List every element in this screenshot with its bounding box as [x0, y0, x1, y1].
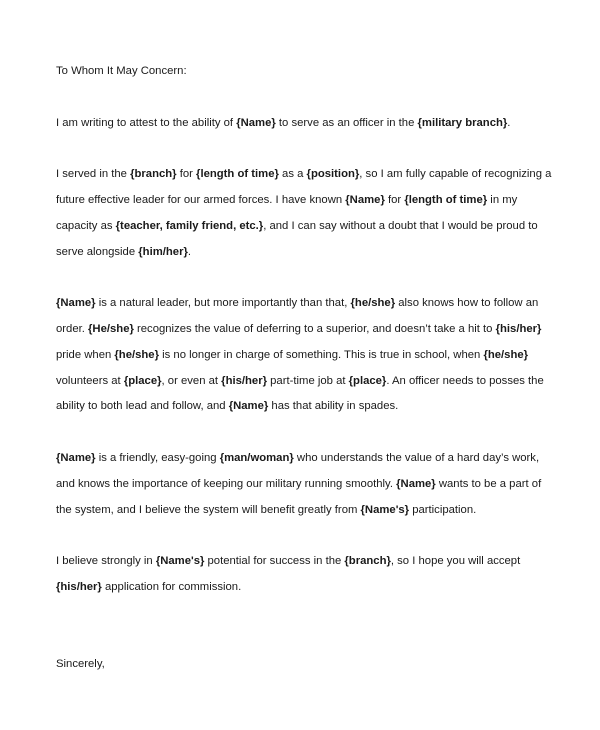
paragraph-3-line-5: [56, 399, 556, 425]
placeholder-field: {length of time}: [404, 193, 488, 206]
placeholder-field: {place}: [348, 374, 387, 387]
text-run: to serve as an officer in the: [275, 116, 418, 129]
text-run: pride when: [56, 348, 115, 361]
text-run: is a friendly, easy-going: [95, 451, 220, 464]
paragraph-4-line-3: [56, 503, 556, 529]
placeholder-field: {military branch}: [417, 116, 508, 129]
paragraph-3-line-4: [56, 374, 556, 400]
text-run: has that ability in spades.: [268, 400, 399, 413]
text-run: capacity as: [56, 219, 116, 232]
paragraph-5-line-2: [56, 580, 556, 606]
placeholder-field: {Name}: [396, 477, 436, 490]
text-run: is a natural leader, but more importantly than that,: [95, 297, 351, 310]
paragraph-gap: [56, 632, 556, 658]
placeholder-field: {he/she}: [350, 297, 396, 310]
placeholder-field: {Name}: [228, 400, 269, 413]
placeholder-field: {he/she}: [483, 348, 529, 361]
text-run: future effective leader for our armed forces. I have known: [56, 193, 346, 206]
placeholder-field: {He/she}: [88, 322, 134, 335]
paragraph-4-line-1: [56, 451, 556, 477]
text-run: , or even at: [161, 374, 222, 387]
paragraph-gap: [56, 141, 556, 167]
text-run: volunteers at: [56, 374, 124, 387]
placeholder-field: {his/her}: [56, 580, 102, 593]
placeholder-field: {man/woman}: [219, 451, 294, 464]
text-run: . An officer needs to posses the: [386, 374, 544, 387]
text-run: I am writing to attest to the ability of: [56, 116, 237, 129]
text-run: for: [384, 193, 405, 206]
paragraph-3-line-3: [56, 348, 556, 374]
text-run: serve alongside: [56, 245, 139, 258]
text-run: part-time job at: [267, 374, 349, 387]
paragraph-2-line-3: [56, 219, 556, 245]
salutation: To Whom It May Concern:: [56, 65, 187, 77]
text-run: , and I can say without a doubt that I would be proud to: [263, 219, 538, 232]
text-run: in my: [487, 193, 518, 206]
placeholder-field: {he/she}: [114, 348, 159, 361]
text-run: participation.: [409, 503, 477, 516]
paragraph-2-line-2: [56, 193, 556, 219]
paragraph-gap: [56, 528, 556, 554]
placeholder-field: {Name}: [56, 451, 96, 464]
text-run: .: [507, 116, 511, 129]
letter-body: [56, 64, 556, 683]
text-run: I believe strongly in: [56, 555, 156, 568]
paragraph-gap: [56, 606, 556, 632]
placeholder-field: {position}: [306, 168, 360, 181]
text-run: and knows the importance of keeping our military running smoothly.: [56, 477, 397, 490]
text-run: application for commission.: [101, 580, 242, 593]
paragraph-3-line-2: [56, 322, 556, 348]
text-run: order.: [56, 322, 89, 335]
text-run: is no longer in charge of something. This is true in school, when: [159, 348, 484, 361]
paragraph-gap: [56, 425, 556, 451]
text-run: also knows how to follow an: [395, 297, 539, 310]
paragraph-2-line-4: [56, 245, 556, 271]
placeholder-field: {branch}: [344, 555, 391, 568]
text-run: the system, and I believe the system will benefit greatly from: [56, 503, 361, 516]
placeholder-field: {Name's}: [155, 555, 205, 568]
paragraph-5-line-1: [56, 554, 556, 580]
paragraph-1-line-1: [56, 116, 556, 142]
placeholder-field: {Name's}: [360, 503, 410, 516]
text-run: as a: [278, 168, 307, 181]
paragraph-gap: [56, 270, 556, 296]
text-run: .: [187, 245, 192, 258]
placeholder-field: {teacher, family friend, etc.}: [115, 219, 264, 232]
placeholder-field: {length of time}: [196, 168, 279, 181]
text-run: , so I am fully capable of recognizing a: [359, 168, 552, 181]
text-run: wants to be a part of: [435, 477, 542, 490]
placeholder-field: {branch}: [130, 168, 177, 181]
placeholder-field: {his/her}: [495, 322, 542, 335]
text-run: , so I hope you will accept: [390, 555, 521, 568]
paragraph-3-line-1: [56, 296, 556, 322]
text-run: recognizes the value of deferring to a superior, and doesn’t take a hit to: [133, 322, 496, 335]
text-run: potential for success in the: [204, 555, 345, 568]
placeholder-field: {Name}: [236, 116, 276, 129]
text-run: who understands the value of a hard day’s work,: [293, 451, 540, 464]
closing: Sincerely,: [56, 658, 105, 671]
placeholder-field: {Name}: [345, 193, 385, 206]
text-run: for: [176, 168, 197, 181]
paragraph-4-line-2: [56, 477, 556, 503]
paragraph-2-line-1: [56, 167, 556, 193]
placeholder-field: {his/her}: [221, 374, 268, 387]
placeholder-field: {him/her}: [138, 245, 188, 258]
text-run: ability to both lead and follow, and: [56, 400, 229, 413]
paragraph-gap: [56, 90, 556, 116]
text-run: I served in the: [56, 168, 131, 181]
placeholder-field: {place}: [123, 374, 162, 387]
placeholder-field: {Name}: [56, 297, 96, 310]
